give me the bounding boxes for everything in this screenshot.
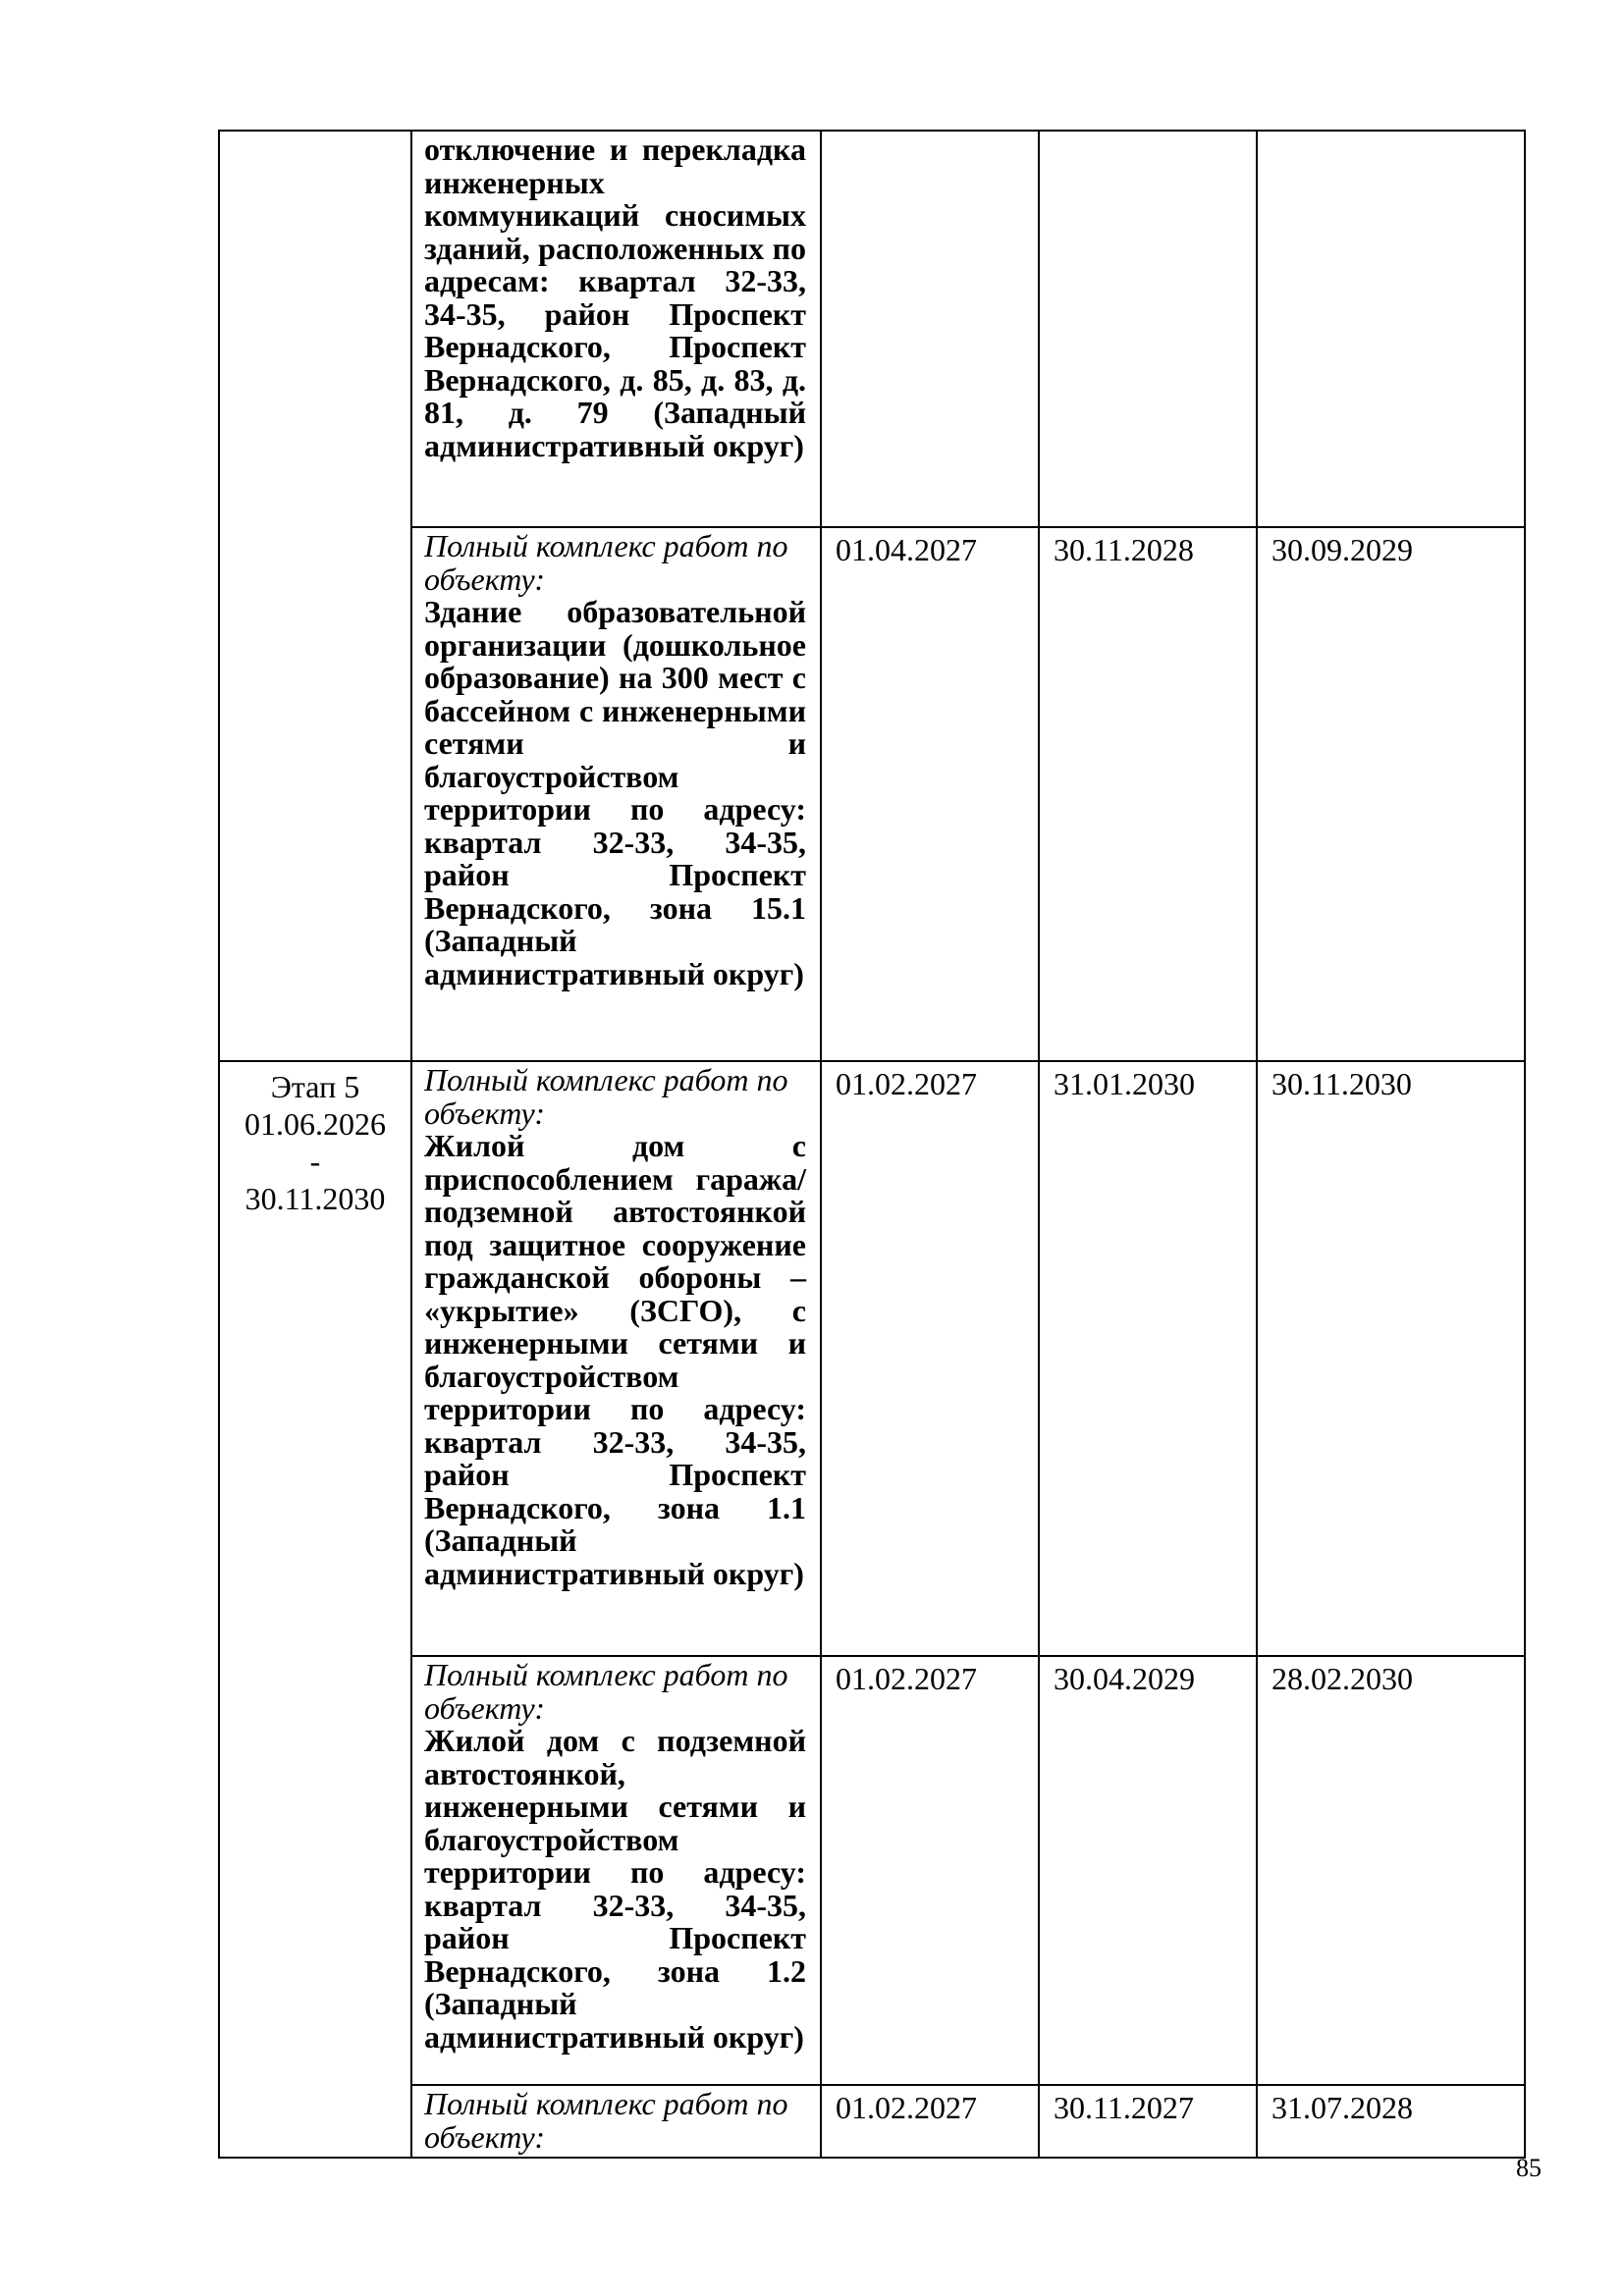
object-description: Здание образовательной организации (дошкольное образование) на 300 мест с бассейном с инженерными сетями и благоустройством территории по адресу: квартал 32-33, 34-35, район Проспект Вернадского, зона 15.1 (Западный административный округ) <box>424 594 806 991</box>
object-heading: Полный комплекс работ по объекту: <box>424 1062 788 1131</box>
object-cell <box>411 527 821 1061</box>
object-description: Жилой дом с приспособлением гаража/подземной автостоянкой под защитное сооружение гражданской обороны – «укрытие» (ЗСГО), с инженерными сетями и благоустройством территории по адресу: квартал 32-33, 34-35, район Проспект Вернадского, зона 1.1 (Западный административный округ) <box>424 1128 806 1591</box>
start-date-cell: 01.02.2027 <box>821 1061 1039 1656</box>
object-cell <box>411 1061 821 1656</box>
table-row <box>219 1061 1525 1656</box>
mid-date-cell: 30.04.2029 <box>1039 1656 1257 2085</box>
table-row <box>219 1656 1525 2085</box>
schedule-table <box>218 130 1526 2159</box>
table-row <box>219 131 1525 527</box>
table-row <box>219 527 1525 1061</box>
end-date-cell: 28.02.2030 <box>1257 1656 1525 2085</box>
object-description: отключение и перекладка инженерных коммуникаций сносимых зданий, расположенных по адресам: квартал 32-33, 34-35, район Проспект Вернадского, Проспект Вернадского, д. 85, д. 83, д. 81, д. 79 (Западный административный округ) <box>424 132 806 463</box>
start-date-cell: 01.02.2027 <box>821 2085 1039 2158</box>
object-heading: Полный комплекс работ по объекту: <box>424 2086 788 2155</box>
stage-cell <box>219 1061 411 2158</box>
object-cell <box>411 1656 821 2085</box>
end-date-cell: 30.09.2029 <box>1257 527 1525 1061</box>
date-cell-empty <box>821 131 1039 527</box>
object-heading: Полный комплекс работ по объекту: <box>424 1657 788 1726</box>
start-date-cell: 01.04.2027 <box>821 527 1039 1061</box>
stage-start-date: 01.06.2026 <box>244 1106 386 1142</box>
stage-name: Этап 5 <box>270 1069 360 1104</box>
page-number: 85 <box>1516 2154 1542 2182</box>
stage-dash: - <box>309 1144 321 1179</box>
mid-date-cell: 31.01.2030 <box>1039 1061 1257 1656</box>
object-cell <box>411 131 821 527</box>
stage-end-date: 30.11.2030 <box>244 1181 386 1216</box>
object-heading: Полный комплекс работ по объекту: <box>424 528 788 597</box>
date-cell-empty <box>1257 131 1525 527</box>
mid-date-cell: 30.11.2028 <box>1039 527 1257 1061</box>
table-row <box>219 2085 1525 2158</box>
end-date-cell: 30.11.2030 <box>1257 1061 1525 1656</box>
end-date-cell: 31.07.2028 <box>1257 2085 1525 2158</box>
start-date-cell: 01.02.2027 <box>821 1656 1039 2085</box>
stage-cell-empty <box>219 131 411 1061</box>
date-cell-empty <box>1039 131 1257 527</box>
mid-date-cell: 30.11.2027 <box>1039 2085 1257 2158</box>
object-description: Жилой дом с подземной автостоянкой, инженерными сетями и благоустройством территории по адресу: квартал 32-33, 34-35, район Проспект Вернадского, зона 1.2 (Западный административный округ) <box>424 1723 806 2055</box>
object-cell <box>411 2085 821 2158</box>
